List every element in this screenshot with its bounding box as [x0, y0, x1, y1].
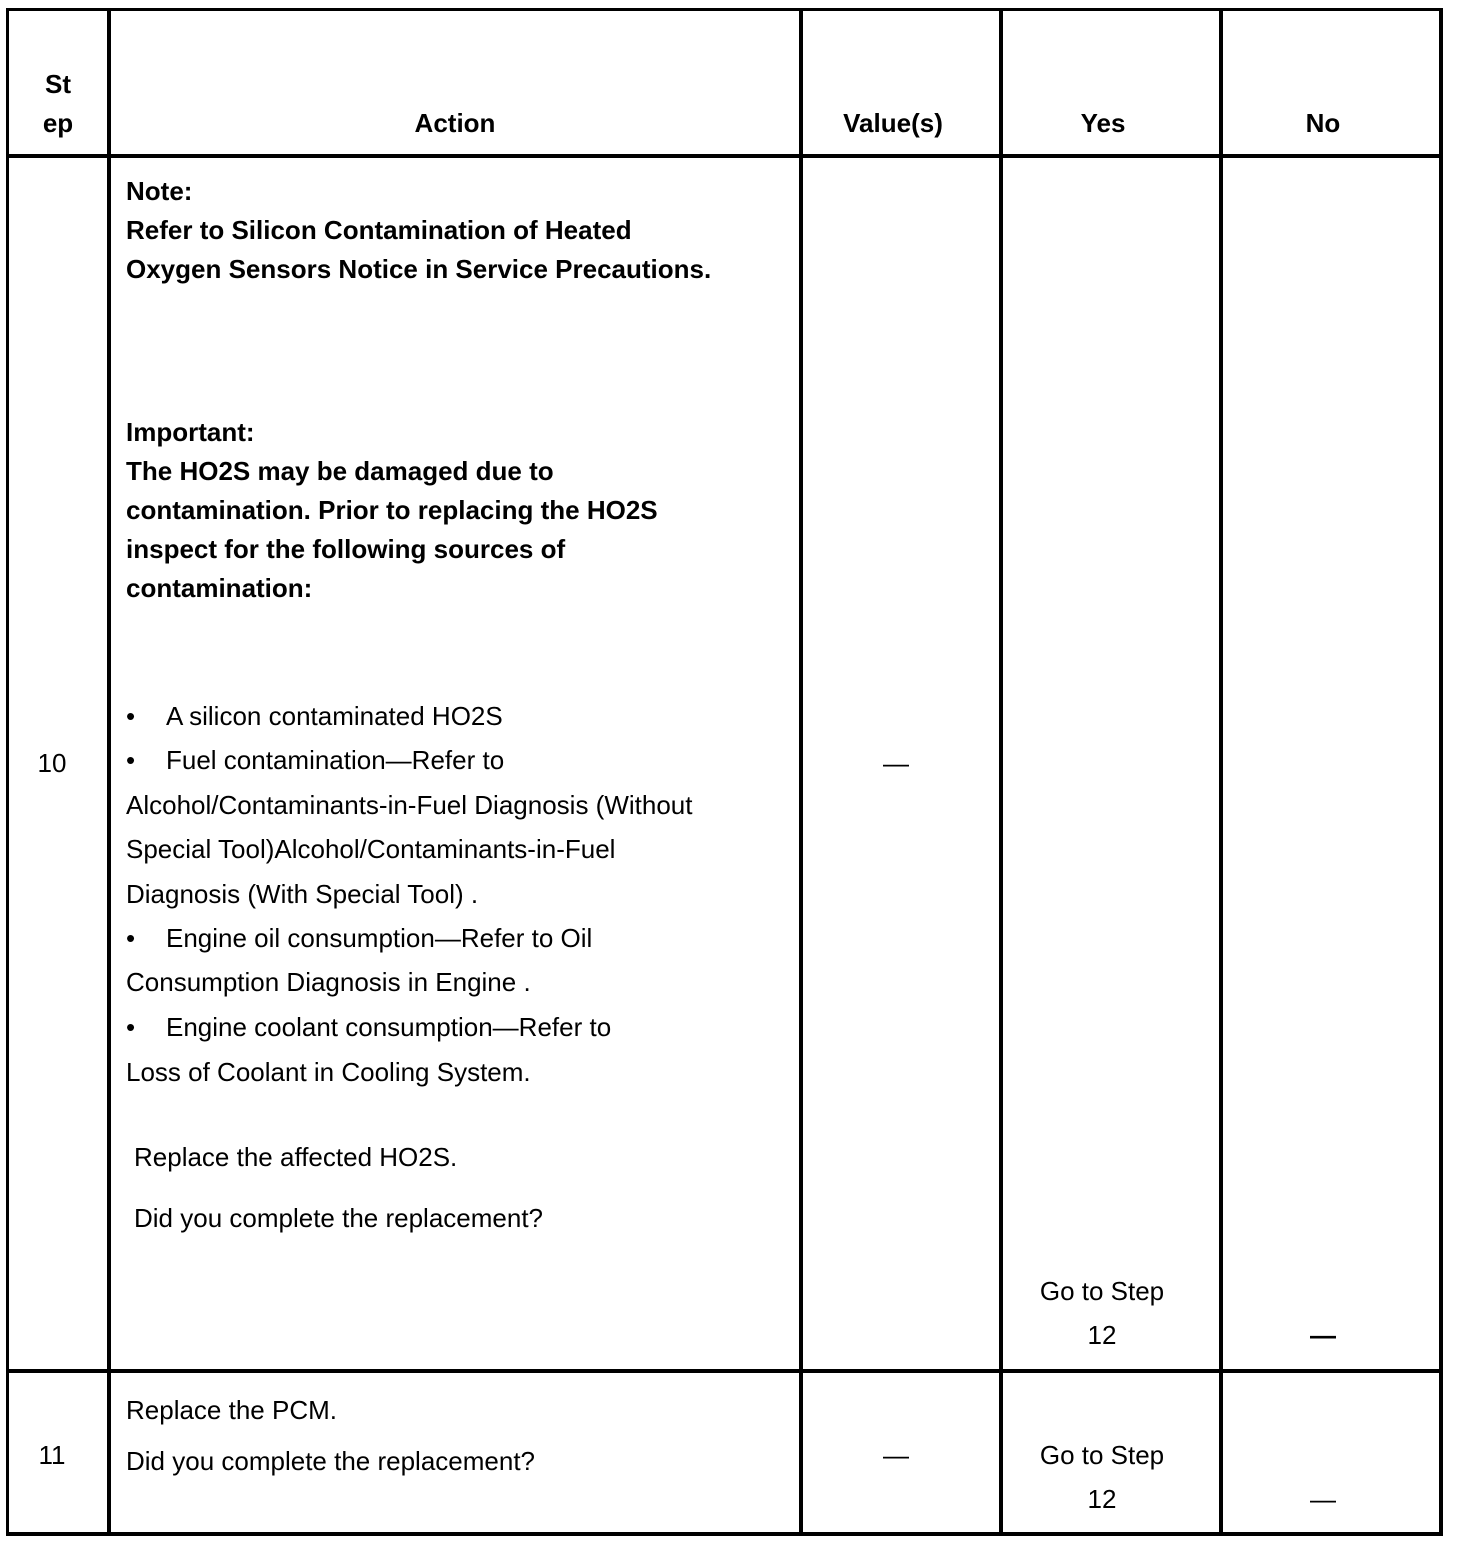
yes-goto-text: Go to Step	[1039, 1276, 1165, 1306]
important-label: Important:	[126, 417, 255, 447]
row-divider	[6, 1369, 1443, 1373]
header-step-line1: St	[45, 69, 71, 99]
note-text-line: Oxygen Sensors Notice in Service Precautions.	[126, 254, 712, 284]
yes-cell	[1003, 1276, 1201, 1350]
header-step	[9, 69, 107, 138]
table-bottom-border	[6, 1532, 1443, 1536]
action-question: Did you complete the replacement?	[134, 1203, 544, 1233]
list-item-continuation: Loss of Coolant in Cooling System.	[126, 1057, 531, 1087]
list-item-continuation: Special Tool)Alcohol/Contaminants-in-Fuel	[126, 834, 616, 864]
header-step-line2: ep	[42, 108, 74, 138]
header-values: Value(s)	[843, 108, 943, 138]
bullet-icon: •	[126, 701, 136, 731]
list-item-continuation: Consumption Diagnosis in Engine .	[126, 967, 531, 997]
action-question: Did you complete the replacement?	[126, 1446, 536, 1476]
note-label: Note:	[126, 176, 193, 206]
bullet-icon: •	[126, 745, 136, 775]
note-text-line: Refer to Silicon Contamination of Heated	[126, 215, 632, 245]
yes-goto-text: Go to Step	[1039, 1440, 1165, 1470]
important-text-line: contamination. Prior to replacing the HO2S	[126, 495, 658, 525]
column-divider	[107, 8, 111, 1536]
table-top-border	[6, 8, 1443, 11]
list-item-continuation: Alcohol/Contaminants-in-Fuel Diagnosis (Without	[126, 790, 693, 820]
important-text-line: contamination:	[126, 573, 313, 603]
list-item	[126, 923, 592, 953]
list-item-text: Engine oil consumption—Refer to Oil	[166, 923, 593, 953]
yes-goto-step: 12	[1087, 1484, 1117, 1514]
bullet-icon: •	[126, 1012, 136, 1042]
important-text-line: inspect for the following sources of	[126, 534, 566, 564]
header-bottom-border	[6, 154, 1443, 158]
list-item-text: A silicon contaminated HO2S	[166, 701, 503, 731]
list-item	[126, 745, 504, 775]
value-cell: —	[883, 1440, 909, 1470]
header-yes: Yes	[1080, 108, 1126, 138]
column-divider	[1219, 8, 1223, 1536]
header-action: Action	[414, 108, 496, 138]
table-right-border	[1439, 8, 1443, 1536]
yes-goto-step: 12	[1087, 1320, 1117, 1350]
bullet-icon: •	[126, 923, 136, 953]
no-cell: —	[1310, 1484, 1336, 1514]
action-instruction: Replace the affected HO2S.	[134, 1142, 458, 1172]
value-cell: —	[883, 748, 909, 778]
list-item	[126, 1012, 611, 1042]
action-instruction: Replace the PCM.	[126, 1395, 337, 1425]
list-item-text: Engine coolant consumption—Refer to	[166, 1012, 612, 1042]
list-item-continuation: Diagnosis (With Special Tool) .	[126, 879, 479, 909]
yes-cell	[1003, 1440, 1201, 1514]
list-item-text: Fuel contamination—Refer to	[166, 745, 505, 775]
list-item	[126, 701, 503, 731]
step-number: 11	[38, 1440, 66, 1470]
header-no: No	[1305, 108, 1341, 138]
important-text-line: The HO2S may be damaged due to	[126, 456, 554, 486]
no-cell: —	[1310, 1320, 1336, 1350]
step-number: 10	[37, 748, 67, 778]
